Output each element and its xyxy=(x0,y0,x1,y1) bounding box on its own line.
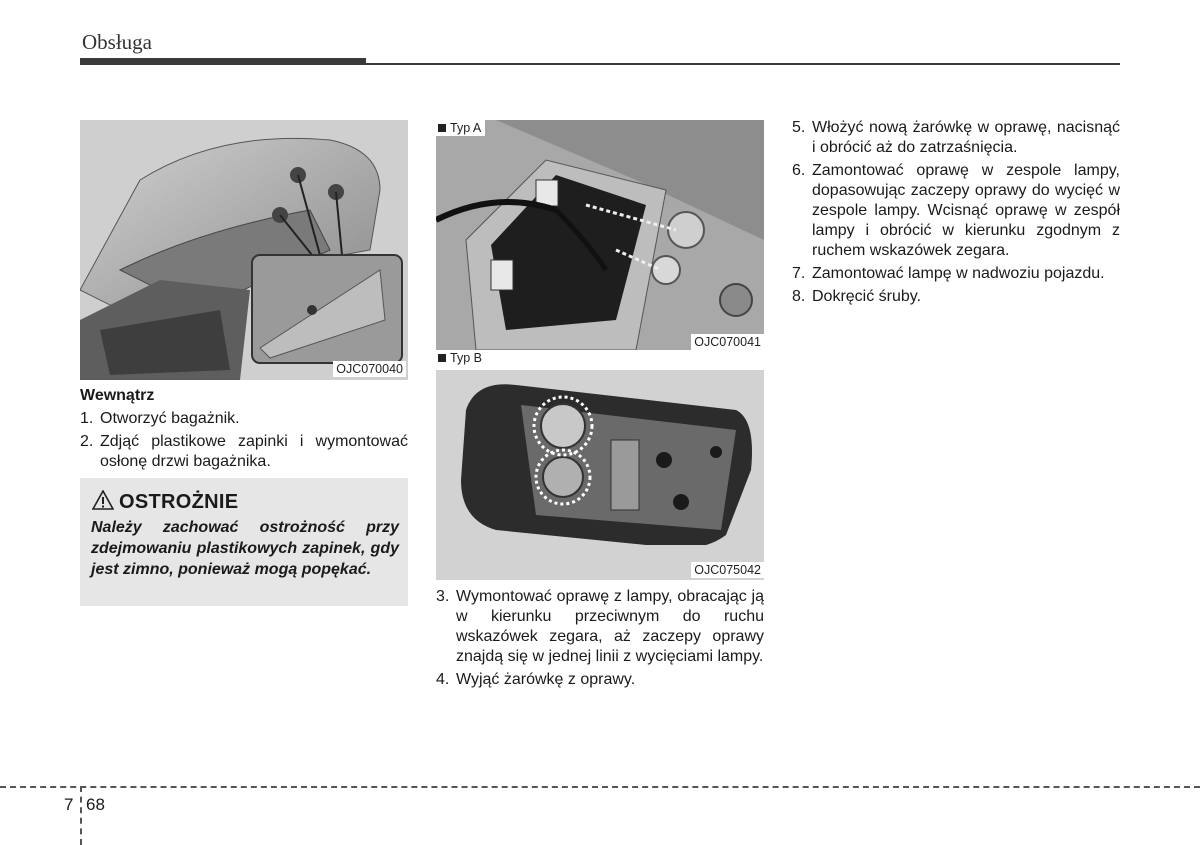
header-bar xyxy=(80,58,366,65)
caution-text: Należy zachować ostrożność przy zdejmowaniu plastikowych zapinek, gdy jest zimno, ponieważ mogą popękać. xyxy=(91,519,399,578)
right-step-list xyxy=(792,118,1120,307)
lamp-type-a-figure xyxy=(436,120,764,350)
caution-title: OSTROŻNIE xyxy=(92,490,238,516)
list-item: 1. Otworzyć bagażnik. xyxy=(80,410,240,427)
figure-code: OJC070040 xyxy=(333,361,406,377)
middle-steps-block xyxy=(436,587,764,693)
caution-box xyxy=(80,478,408,606)
header-rule xyxy=(366,63,1120,65)
left-steps-block xyxy=(80,386,408,475)
page-header-title: Obsługa xyxy=(82,30,152,54)
trunk-illustration xyxy=(80,120,408,380)
middle-step-list xyxy=(436,587,764,690)
figure-code: OJC075042 xyxy=(691,562,764,578)
subheading-inside: Wewnątrz xyxy=(80,387,155,404)
footer-rule xyxy=(0,786,1200,788)
right-steps-block xyxy=(792,118,1120,310)
section-number: 7 xyxy=(64,795,74,814)
warning-triangle-icon xyxy=(92,490,114,516)
list-item: 5. Włożyć nową żarówkę w oprawę, nacisnąć i obrócić aż do zatrzaśnięcia. xyxy=(792,119,1120,156)
list-item: 7. Zamontować lampę w nadwoziu pojazdu. xyxy=(792,265,1105,282)
figure-type-label: Typ A xyxy=(436,120,485,136)
list-item: 6. Zamontować oprawę w zespole lampy, dopasowując zaczepy oprawy do wycięć w zespole lampy. Wcisnąć oprawę w zespół lampy i obrócić w kierunku zgodnym z ruchem wskazówek zegara. xyxy=(792,162,1120,259)
list-item: 8. Dokręcić śruby. xyxy=(792,288,922,305)
lamp-type-b-figure xyxy=(436,350,764,580)
list-item: 2. Zdjąć plastikowe zapinki i wymontować osłonę drzwi bagażnika. xyxy=(80,433,408,470)
list-item: 4. Wyjąć żarówkę z oprawy. xyxy=(436,671,636,688)
page-number: 68 xyxy=(86,795,105,814)
figure-code: OJC070041 xyxy=(691,334,764,350)
figure-type-label: Typ B xyxy=(436,350,486,366)
list-item: 3. Wymontować oprawę z lampy, obracając ją w kierunku przeciwnym do ruchu wskazówek zegara, aż zaczepy oprawy znajdą się w jednej linii z wycięciami lampy. xyxy=(436,588,764,665)
footer-divider xyxy=(80,786,82,845)
trunk-interior-figure xyxy=(80,120,408,380)
lamp-type-b-illustration xyxy=(436,350,764,580)
left-step-list xyxy=(80,409,408,472)
lamp-type-a-illustration xyxy=(436,120,764,350)
